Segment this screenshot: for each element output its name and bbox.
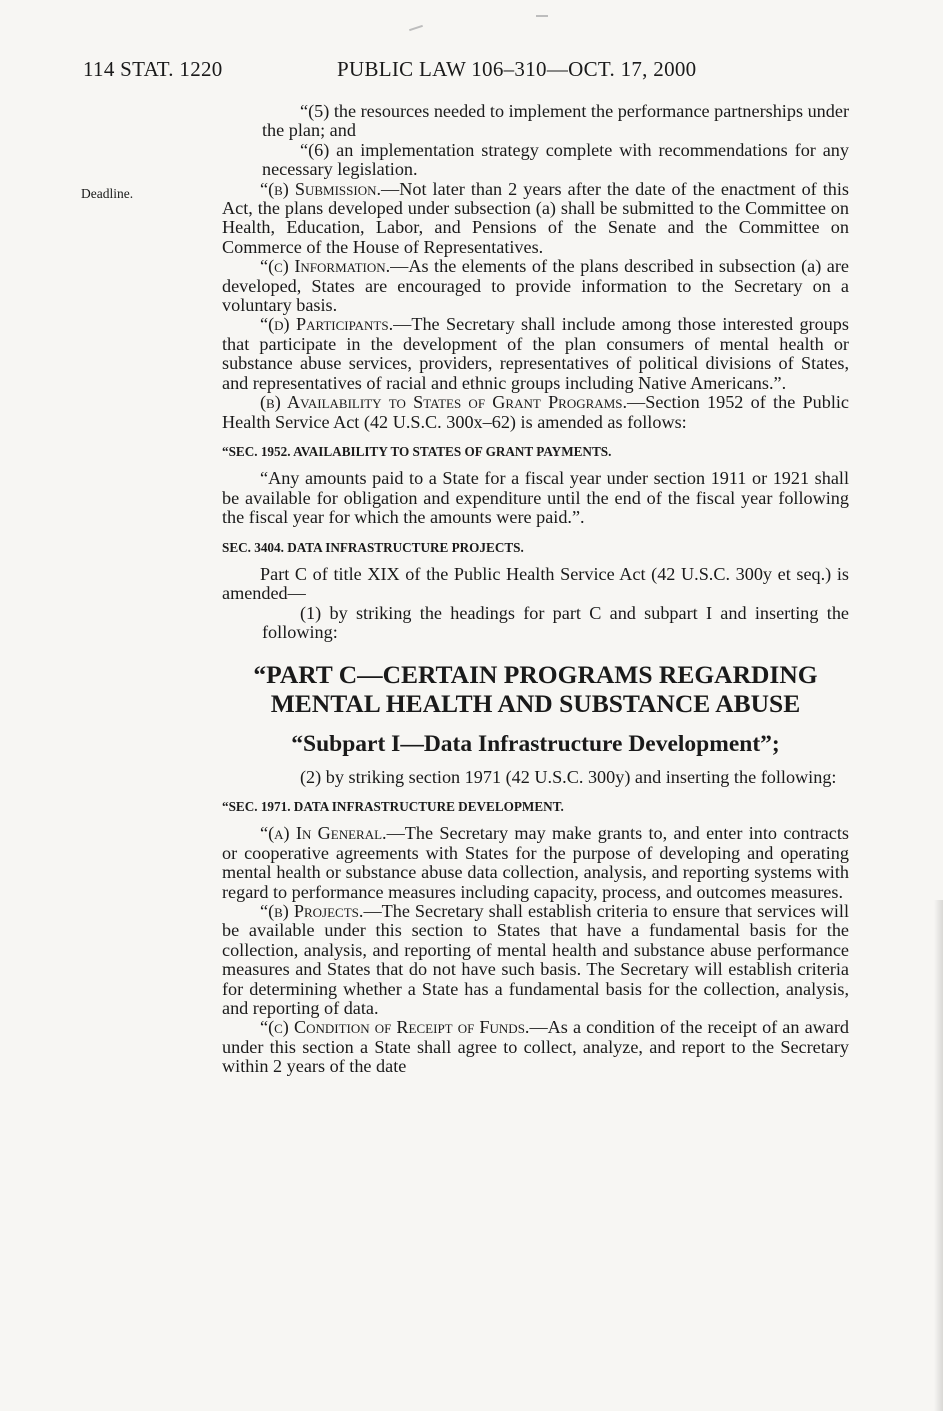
paragraph-item-5: “(5) the resources needed to implement the performance partnerships under the plan; and [262,101,849,141]
paragraph-b-submission: “(b) Submission.—Not later than 2 years after the date of the enactment of this Act, the plans developed under subsection (a) shall be submitted to the Committee on Health, Education, Labor, and Pensions of the Senate and the Committee on Commerce of the House of Representatives. [222,178,849,257]
section-heading-1952: “SEC. 1952. AVAILABILITY TO STATES OF GRANT PAYMENTS. [222,443,612,459]
section-heading-3404: SEC. 3404. DATA INFRASTRUCTURE PROJECTS. [222,539,524,555]
margin-note-deadline: Deadline. [81,186,134,201]
document-body [222,102,849,1077]
paragraph-item-1: (1) by striking the headings for part C and subpart I and inserting the following: [262,602,849,643]
paragraph-a-general: “(a) In General.—The Secretary may make grants to, and enter into contracts or cooperative agreements with States for the purpose of developing and operating mental health or substance abuse data collection, analysis, and reporting systems with regard to performance measures including capacity, process, and outcomes measures. [222,823,849,902]
paragraph-c-information: “(c) Information.—As the elements of the plans described in subsection (a) are developed, States are encouraged to provide information to the Secretary on a voluntary basis. [222,256,849,316]
paragraph-item-6: “(6) an implementation strategy complete with recommendations for any necessary legislation. [262,139,849,180]
section-heading-1971: “SEC. 1971. DATA INFRASTRUCTURE DEVELOPMENT. [222,798,564,814]
paragraph-b-projects: “(b) Projects.—The Secretary shall establish criteria to ensure that services will be available under this section to States that have a fundamental basis for the collection, analysis, and reporting of mental health and substance abuse performance measures and States that do not have such basis. The Secretary will establish criteria for determining whether a State has a fundamental basis for the collection, analysis, and reporting of data. [222,901,850,1019]
stat-reference: 114 STAT. 1220 [83,57,223,81]
public-law-reference: PUBLIC LAW 106–310—OCT. 17, 2000 [337,57,697,81]
paragraph-item-2: (2) by striking section 1971 (42 U.S.C. 300y) and inserting the following: [300,766,837,787]
paragraph-c-condition: “(c) Condition of Receipt of Funds.—As a condition of the receipt of an award under this section a State shall agree to collect, analyze, and report to the Secretary within 2 years of the date [222,1017,849,1077]
part-c-heading: “PART C—CERTAIN PROGRAMS REGARDING MENTAL HEALTH AND SUBSTANCE ABUSE [253,659,818,718]
scan-artifact [536,15,548,17]
paragraph-d-participants: “(d) Participants.—The Secretary shall include among those interested groups that participate in the development of the plan consumers of mental health or substance abuse services, providers, representatives of political divisions of States, and representatives of racial and ethnic groups including Native Americans.”. [222,314,849,393]
paragraph-b-availability: (b) Availability to States of Grant Programs.—Section 1952 of the Public Health Service Act (42 U.S.C. 300x–62) is amended as follows: [222,392,849,432]
paragraph-sec3404-intro: Part C of title XIX of the Public Health Service Act (42 U.S.C. 300y et seq.) is amended— [222,563,849,604]
scan-artifact [409,25,423,31]
subpart-heading: “Subpart I—Data Infrastructure Development”; [291,730,780,757]
page-edge-shadow [934,900,943,1411]
paragraph-sec1952-text: “Any amounts paid to a State for a fiscal year under section 1911 or 1921 shall be available for obligation and expenditure until the end of the fiscal year following the fiscal year for which the amounts were paid.”. [222,468,849,528]
